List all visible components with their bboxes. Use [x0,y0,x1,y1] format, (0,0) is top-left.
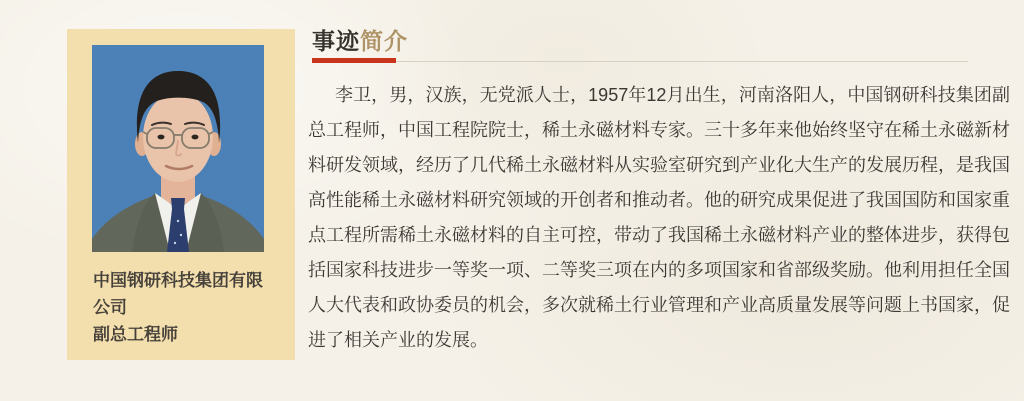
heading-secondary: 简介 [360,28,408,54]
portrait-photo [92,45,264,252]
org-name: 中国钢研科技集团有限公司 [93,271,263,317]
bio-paragraph: 李卫，男，汉族，无党派人士，1957年12月出生，河南洛阳人，中国钢研科技集团副总工程师，中国工程院院士，稀土永磁材料专家。三十多年来他始终坚守在稀土永磁新材料研发领域，经历了几代稀土永磁材料从实验室研究到产业化大生产的发展历程，是我国高性能稀土永磁材料研究领域的开创者和推动者。他的研究成果促进了我国国防和国家重点工程所需稀土永磁材料的自主可控，带动了我国稀土永磁材料产业的整体进步，获得包括国家科技进步一等奖一项、二等奖三项在内的多项国家和省部级奖励。他利用担任全国人大代表和政协委员的机会，多次就稀土行业管理和产业高质量发展等问题上书国家，促进了相关产业的发展。 [308,85,1010,350]
profile-card-text [93,267,277,348]
heading-primary: 事迹 [312,28,360,54]
profile-card [67,29,295,360]
job-title: 副总工程师 [93,325,178,344]
heading-divider [312,61,968,62]
heading-accent-bar [312,58,396,63]
portrait-photo-graphic [92,45,264,252]
section-heading [312,23,408,56]
